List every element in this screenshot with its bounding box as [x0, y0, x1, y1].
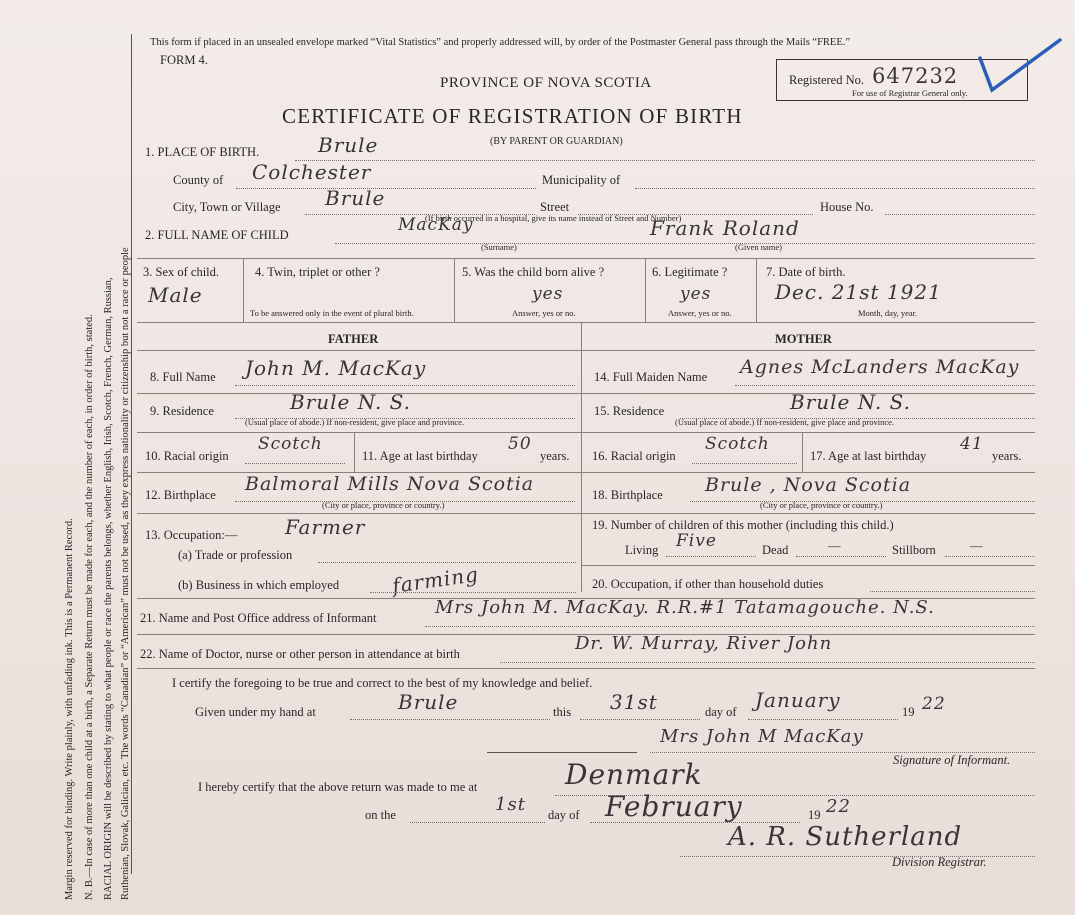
mother-birthplace-note: (City or place, province or country.) [760, 500, 883, 510]
mother-age-label: 17. Age at last birthday [810, 449, 927, 463]
mother-years-label: years. [992, 449, 1022, 463]
sex-label: 3. Sex of child. [143, 265, 220, 279]
mother-race-divider [802, 433, 803, 473]
given-year-value: 22 [922, 694, 946, 714]
mother-row-line-4 [582, 472, 1035, 473]
given-place-line [350, 719, 550, 720]
mother-birthplace-label: 18. Birthplace [592, 488, 663, 502]
given-day-of-label: day of [705, 705, 737, 719]
margin-note-multiple-births: N. B.—In case of more than one child at a birth, a Separate Return must be made for each, and the number of each, in order of birth, stated. [84, 314, 95, 900]
mother-age-value: 41 [960, 434, 984, 454]
informant-signature: Mrs John M MacKay [660, 726, 864, 747]
mother-row-line-6 [582, 565, 1035, 566]
father-residence-label: 9. Residence [150, 404, 214, 418]
registered-number: 647232 [872, 64, 959, 88]
child-name-label: 2. FULL NAME OF CHILD [145, 228, 289, 242]
dead-value: — [828, 539, 841, 553]
father-occupation-value: Farmer [285, 515, 366, 539]
county-value: Colchester [252, 160, 372, 184]
house-number-label: House No. [820, 200, 874, 214]
mother-heading: MOTHER [775, 332, 832, 346]
mother-residence-value: Brule N. S. [790, 390, 912, 414]
child-surname: MacKay [398, 215, 474, 235]
place-of-birth-label: 1. PLACE OF BIRTH. [145, 145, 260, 159]
given-year-prefix: 19 [902, 705, 915, 719]
mother-residence-note: (Usual place of abode.) If non-resident, give place and province. [675, 417, 895, 427]
living-label: Living [625, 543, 659, 557]
dead-line [796, 556, 886, 557]
father-heading: FATHER [328, 332, 379, 346]
father-occupation-label: 13. Occupation:— [145, 528, 238, 542]
page-title: CERTIFICATE OF REGISTRATION OF BIRTH [282, 104, 743, 128]
registrar-day-line [410, 822, 545, 823]
house-number-line [885, 214, 1035, 215]
date-of-birth-label: 7. Date of birth. [766, 265, 846, 279]
date-of-birth-value: Dec. 21st 1921 [775, 280, 942, 304]
grid-divider-1 [243, 258, 244, 322]
mother-name-value: Agnes McLanders MacKay [740, 356, 1020, 378]
mother-race-line [692, 463, 797, 464]
dead-label: Dead [762, 543, 789, 557]
registrar-statement: I hereby certify that the above return was made to me at [198, 780, 478, 794]
surname-caption: (Surname) [481, 242, 517, 252]
county-label: County of [173, 173, 224, 187]
children-count-label: 19. Number of children of this mother (including this child.) [592, 518, 894, 532]
registrar-year-prefix: 19 [808, 808, 821, 822]
registrar-signature: A. R. Sutherland [728, 822, 963, 852]
business-value: farming [390, 562, 481, 598]
father-birthplace-label: 12. Birthplace [145, 488, 216, 502]
registrar-day-value: 1st [495, 794, 526, 815]
trade-label: (a) Trade or profession [178, 548, 293, 562]
born-alive-label: 5. Was the child born alive ? [462, 265, 605, 279]
doctor-row-line-bottom [137, 668, 1035, 669]
mother-race-label: 16. Racial origin [592, 449, 676, 463]
given-month-value: January [755, 688, 841, 712]
margin-note-racial-origin: RACIAL ORIGIN will be described by stating to what people or race the parents belongs, whether English, Irish, Scotch, French, German, Russian, [103, 277, 114, 900]
registrar-use-note: For use of Registrar General only. [852, 88, 968, 98]
registrar-month-value: February [605, 790, 743, 823]
given-day-value: 31st [610, 690, 658, 714]
place-of-birth-value: Brule [318, 133, 379, 157]
form-number: FORM 4. [160, 53, 208, 67]
business-line [370, 592, 576, 593]
informant-signature-caption: Signature of Informant. [893, 753, 1011, 767]
father-residence-note: (Usual place of abode.) If non-resident, give place and province. [245, 417, 465, 427]
informant-label: 21. Name and Post Office address of Informant [140, 611, 377, 625]
registered-label: Registered No. [789, 73, 864, 87]
city-label: City, Town or Village [173, 200, 281, 214]
mother-birthplace-value: Brule , Nova Scotia [705, 474, 912, 496]
father-race-label: 10. Racial origin [145, 449, 229, 463]
business-label: (b) Business in which employed [178, 578, 340, 592]
legitimate-value: yes [680, 284, 712, 304]
mail-notice: This form if placed in an unsealed envelope marked “Vital Statistics” and properly addressed will, by order of the Postmaster General pass through the Mails “FREE.” [150, 37, 851, 48]
father-race-line [245, 463, 345, 464]
mother-name-label: 14. Full Maiden Name [594, 370, 708, 384]
municipality-line [635, 188, 1035, 189]
father-row-line-1 [137, 350, 581, 351]
mother-residence-label: 15. Residence [594, 404, 665, 418]
stillborn-label: Stillborn [892, 543, 936, 557]
mother-row-line-5 [582, 513, 1035, 514]
living-value: Five [676, 531, 717, 551]
given-month-line [748, 719, 898, 720]
father-age-label: 11. Age at last birthday [362, 449, 478, 463]
blank-signature-line [487, 752, 637, 753]
grid-line-bottom [137, 322, 1035, 323]
mother-race-value: Scotch [705, 434, 770, 454]
child-given-name: Frank Roland [650, 216, 800, 240]
child-name-line [335, 243, 1035, 244]
city-value: Brule [325, 186, 386, 210]
trade-line [318, 562, 576, 563]
grid-line-top [137, 258, 1035, 259]
father-name-label: 8. Full Name [150, 370, 216, 384]
margin-note-racial-origin-2: Ruthenian, Slovak, Galician, etc. The words “Canadian” or “American” must not be used, as they express nationality or citizenship but not a race or people [120, 247, 131, 900]
doctor-line [500, 662, 1035, 663]
father-name-line [235, 385, 575, 386]
born-alive-value: yes [532, 284, 564, 304]
father-race-value: Scotch [258, 434, 323, 454]
page-subtitle: (BY PARENT OR GUARDIAN) [490, 136, 623, 147]
legitimate-label: 6. Legitimate ? [652, 265, 728, 279]
father-name-value: John M. MacKay [245, 356, 427, 380]
doctor-value: Dr. W. Murray, River John [575, 633, 833, 654]
registrar-year-value: 22 [826, 796, 851, 817]
father-age-value: 50 [508, 434, 532, 454]
father-years-label: years. [540, 449, 570, 463]
grid-divider-2 [454, 258, 455, 322]
place-of-birth-line [295, 160, 1035, 161]
informant-line [425, 626, 1035, 627]
mother-row-line-1 [582, 350, 1035, 351]
registrar-day-of-label: day of [548, 808, 580, 822]
twin-label: 4. Twin, triplet or other ? [255, 265, 380, 279]
father-birthplace-note: (City or place, province or country.) [322, 500, 445, 510]
given-place-value: Brule [398, 690, 459, 714]
street-label: Street [540, 200, 570, 214]
mother-occupation-label: 20. Occupation, if other than household duties [592, 577, 824, 591]
margin-note-binding: Margin reserved for binding. Write plainly, with unfading ink. This is a Permanent Record. [64, 518, 75, 900]
registrar-place-value: Denmark [565, 758, 703, 791]
hospital-note: (If birth occurred in a hospital, give its name instead of Street and Number) [425, 213, 682, 223]
given-under-label: Given under my hand at [195, 705, 316, 719]
checkmark-icon [978, 36, 1068, 96]
given-name-caption: (Given name) [735, 242, 782, 252]
given-day-line [580, 719, 700, 720]
mother-occupation-line [870, 591, 1035, 592]
born-alive-note: Answer, yes or no. [512, 308, 576, 318]
registrar-caption: Division Registrar. [892, 855, 987, 869]
margin-line [131, 34, 132, 874]
father-race-divider [354, 433, 355, 473]
stillborn-line [945, 556, 1035, 557]
municipality-label: Municipality of [542, 173, 621, 187]
living-line [666, 556, 756, 557]
grid-divider-3 [645, 258, 646, 322]
registrar-on-the-label: on the [365, 808, 396, 822]
date-of-birth-note: Month, day, year. [858, 308, 918, 318]
father-mother-divider [581, 322, 582, 592]
this-label: this [553, 705, 572, 719]
mother-name-line [735, 385, 1035, 386]
stillborn-value: — [970, 539, 983, 553]
father-row-line-5 [137, 513, 581, 514]
twin-note: To be answered only in the event of plural birth. [250, 308, 414, 318]
province-heading: PROVINCE OF NOVA SCOTIA [440, 75, 652, 91]
county-line [236, 188, 536, 189]
legitimate-note: Answer, yes or no. [668, 308, 732, 318]
father-residence-value: Brule N. S. [290, 390, 412, 414]
mother-row-line-3 [582, 432, 1035, 433]
sex-value: Male [148, 283, 203, 307]
father-row-line-3 [137, 432, 581, 433]
grid-divider-4 [756, 258, 757, 322]
informant-value: Mrs John M. MacKay. R.R.#1 Tatamagouche. N.S. [435, 597, 935, 618]
doctor-label: 22. Name of Doctor, nurse or other person in attendance at birth [140, 647, 460, 661]
certify-statement: I certify the foregoing to be true and correct to the best of my knowledge and belief. [172, 676, 593, 690]
father-birthplace-value: Balmoral Mills Nova Scotia [245, 473, 535, 495]
